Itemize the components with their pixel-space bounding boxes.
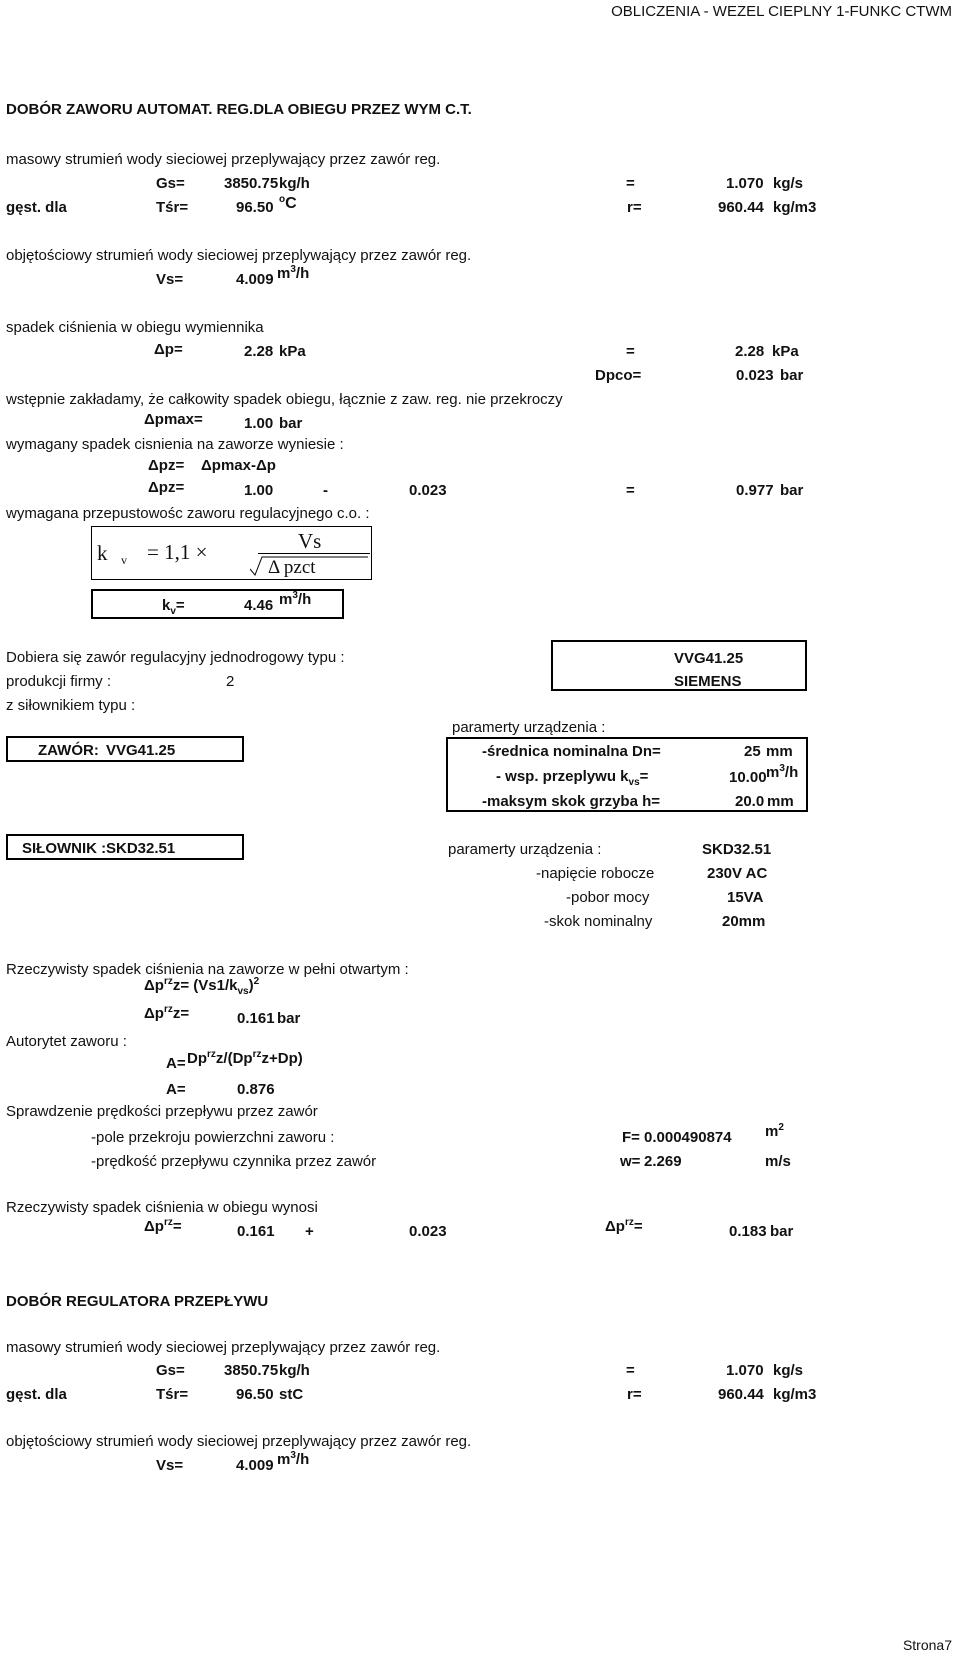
area-unit: $m^2$ [765,1122,784,1140]
dpz-result: 0.977 [736,482,774,499]
tsr-value: 96.50 [236,199,274,216]
s2-density-label: r= [627,1386,642,1403]
dp-value: 2.28 [244,343,274,360]
s2-volume-flow-description: objętościowy strumień wody sieciowej przeplywający przez zawór reg. [6,1433,472,1450]
actuator-label: SIŁOWNIK : [22,840,107,857]
formula-numerator: Vs [298,529,322,553]
section-heading-valve: DOBÓR ZAWORU AUTOMAT. REG.DLA OBIEGU PRZEZ WYM C.T. [6,101,472,118]
dpco-value: 0.023 [736,367,774,384]
gs-converted-unit: kg/s [773,175,804,192]
kv-label: $k_v=$ [162,597,185,617]
real-drop-formula: $\Delta p^{rz}z= (Vs1/k_{vs})^2$ [144,976,260,997]
valve-params-label: paramerty urządzenia : [452,719,606,736]
stroke-label: -maksym skok grzyba h= [482,793,661,810]
valve-box-type: VVG41.25 [106,742,176,759]
gs-value: 3850.75 [224,175,279,192]
authority-label: A= [166,1081,186,1098]
nominal-stroke-value: 20mm [722,913,766,930]
circuit-term-b: 0.023 [409,1223,447,1240]
s2-density-unit: kg/m3 [773,1386,817,1403]
s2-gs-label: Gs= [156,1362,185,1379]
tsr-label: Tśr= [156,199,189,216]
circuit-drop-label: $\Delta p^{rz}=$ [144,1217,182,1235]
volume-flow-description: objętościowy strumień wody sieciowej przeplywający przez zawór reg. [6,247,472,264]
voltage-label: -napięcie robocze [536,865,655,882]
formula-denominator: Δ pzct [268,557,316,578]
real-drop-description: Rzeczywisty spadek ciśnienia na zaworze w pełni otwartym : [6,961,409,978]
dpz-formula: Δpmax-Δp [201,457,276,474]
manufacturer-description: produkcji firmy : [6,673,112,690]
tsr-unit: $^o$C [279,194,297,212]
area-value: 0.000490874 [644,1129,732,1146]
vs-value: 4.009 [236,271,274,288]
valve-params-box [446,737,808,812]
stroke-value: 20.0 [735,793,765,810]
circuit-result-unit: bar [770,1223,794,1240]
vs-unit: $m^3/h$ [277,264,310,282]
gs-unit: kg/h [279,175,310,192]
authority-formula-label: A= [166,1055,186,1072]
s2-density-value: 960.44 [718,1386,764,1403]
circuit-term-a: 0.161 [237,1223,275,1240]
dpz-label: Δpz= [148,457,185,474]
dp-equals: = [626,343,635,360]
dpz-term-b: 0.023 [409,482,447,499]
mass-flow-description: masowy strumień wody sieciowej przeplywający przez zawór reg. [6,151,441,168]
dpmax-label: Δpmax= [144,411,203,428]
power-value: 15VA [727,889,764,906]
speed-description: -prędkość przepływu czynnika przez zawór [91,1153,377,1170]
dpmax-value: 1.00 [244,415,274,432]
valve-box [6,736,244,762]
valve-select-description: Dobiera się zawór regulacyjny jednodrogowy typu : [6,649,345,666]
manufacturer-number: 2 [226,673,235,690]
dn-label: -średnica nominalna Dn= [482,743,661,760]
nominal-stroke-label: -skok nominalny [544,913,653,930]
speed-value: 2.269 [644,1153,682,1170]
dpz-unit: bar [780,482,804,499]
dn-unit: mm [766,743,793,760]
authority-description: Autorytet zaworu : [6,1033,127,1050]
actuator-params-label: paramerty urządzenia : [448,841,602,858]
dp-label: Δp= [154,341,183,358]
s2-vs-unit: $m^3/h$ [277,1450,310,1468]
actuator-type: SKD32.51 [106,840,176,857]
density-prefix: gęst. dla [6,199,67,216]
s2-gs-value: 3850.75 [224,1362,279,1379]
valve-type-box [551,640,807,691]
s2-gs-converted-unit: kg/s [773,1362,804,1379]
dpz-minus: - [323,482,328,499]
dpz-label-2: Δpz= [148,479,185,496]
circuit-drop-description: Rzeczywisty spadek ciśnienia w obiegu wynosi [6,1199,318,1216]
kvs-label: - wsp. przeplywu $k_{vs}=$ [496,768,649,788]
circuit-result-label: $\Delta p^{rz}=$ [605,1217,643,1235]
actuator-description: z siłownikiem typu : [6,697,136,714]
s2-gs-equals: = [626,1362,635,1379]
speed-unit: m/s [765,1153,791,1170]
required-drop-description: wymagany spadek cisnienia na zaworze wyniesie : [6,436,344,453]
s2-gs-unit: kg/h [279,1362,310,1379]
area-label: F= [622,1129,640,1146]
s2-vs-value: 4.009 [236,1457,274,1474]
assumption-description: wstępnie zakładamy, że całkowity spadek obiegu, łącznie z zaw. reg. nie przekroczy [6,391,563,408]
s2-tsr-label: Tśr= [156,1386,189,1403]
density-value: 960.44 [718,199,764,216]
stroke-unit: mm [767,793,794,810]
velocity-check-description: Sprawdzenie prędkości przepływu przez zawór [6,1103,318,1120]
kv-unit: $m^3/h$ [279,590,312,608]
pressure-drop-description: spadek ciśnienia w obiegu wymiennika [6,319,264,336]
kvs-unit: $m^3/h$ [766,763,799,781]
section-heading-regulator: DOBÓR REGULATORA PRZEPŁYWU [6,1293,269,1310]
real-drop-label: $\Delta p^{rz}z=$ [144,1004,190,1022]
kv-value: 4.46 [244,597,274,614]
s2-tsr-unit: stC [279,1386,304,1403]
s2-vs-label: Vs= [156,1457,184,1474]
density-label: r= [627,199,642,216]
s2-density-prefix: gęst. dla [6,1386,67,1403]
actuator-params-type: SKD32.51 [702,841,772,858]
dp-unit: kPa [279,343,306,360]
kvs-value: 10.00 [729,769,767,786]
vs-label: Vs= [156,271,184,288]
valve-manufacturer: SIEMENS [674,673,742,690]
formula-multiplier: = 1,1 × [147,540,208,564]
dpco-label: Dpco= [595,367,642,384]
real-drop-unit: bar [277,1010,301,1027]
actuator-box [6,834,244,860]
authority-formula: $Dp^{rz}z/(Dp^{rz}z+Dp)$ [187,1049,303,1067]
area-description: -pole przekroju powierzchni zaworu : [91,1129,335,1146]
s2-tsr-value: 96.50 [236,1386,274,1403]
dpmax-unit: bar [279,415,303,432]
sheet-name: Strona7 [902,1637,952,1653]
kv-result-box [91,589,344,619]
gs-converted-value: 1.070 [726,175,764,192]
s2-mass-flow-description: masowy strumień wody sieciowej przeplywający przez zawór reg. [6,1339,441,1356]
valve-label: ZAWÓR: [38,742,99,759]
dpco-unit: bar [780,367,804,384]
kv-formula-box [91,526,372,580]
formula-v-subscript: v [121,553,127,567]
valve-type: VVG41.25 [674,650,744,667]
voltage-value: 230V AC [707,865,768,882]
page-header-title: OBLICZENIA - WEZEL CIEPLNY 1-FUNKC CTWM [611,3,952,20]
fraction-bar [258,553,370,554]
speed-label: w= [620,1153,641,1170]
dpz-term-a: 1.00 [244,482,274,499]
gs-equals: = [626,175,635,192]
circuit-result-value: 0.183 [729,1223,767,1240]
s2-gs-converted-value: 1.070 [726,1362,764,1379]
real-drop-value: 0.161 [237,1010,275,1027]
dp-converted-unit: kPa [772,343,799,360]
dn-value: 25 [744,743,761,760]
circuit-plus: + [305,1223,314,1240]
formula-k: k [97,541,108,565]
density-unit: kg/m3 [773,199,817,216]
dpz-equals: = [626,482,635,499]
kv-description: wymagana przepustowośc zaworu regulacyjnego c.o. : [6,505,370,522]
power-label: -pobor mocy [566,889,650,906]
authority-value: 0.876 [237,1081,275,1098]
gs-label: Gs= [156,175,185,192]
dp-converted-value: 2.28 [735,343,765,360]
